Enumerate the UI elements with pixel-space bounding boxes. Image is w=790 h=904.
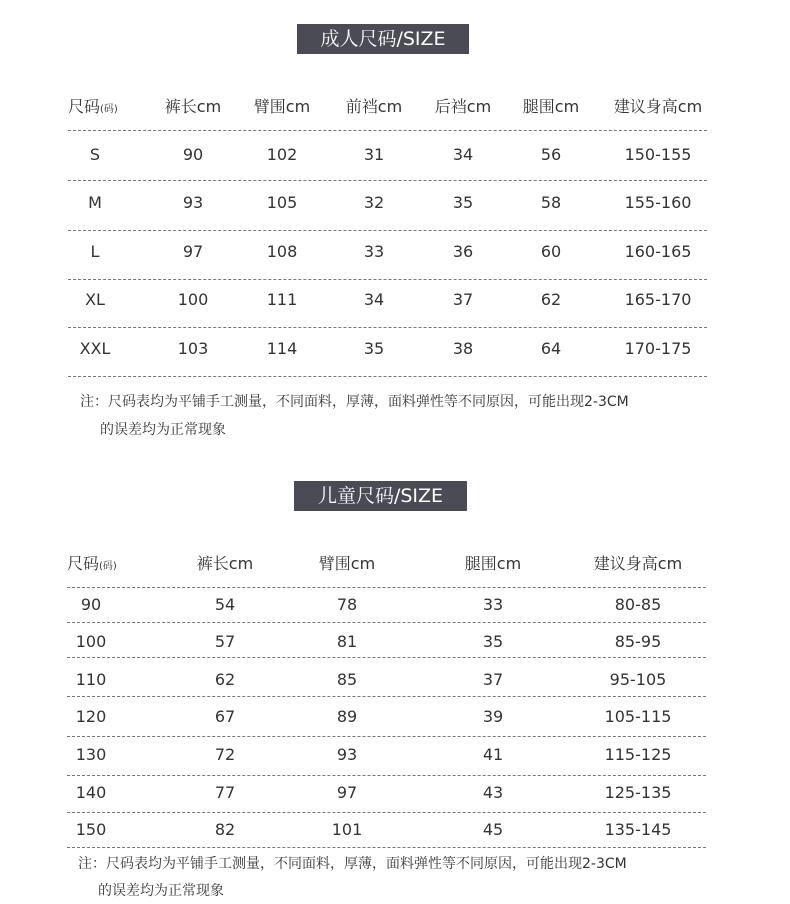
table-cell: 111	[266, 290, 298, 309]
table-cell: 95-105	[609, 670, 667, 689]
header-cell: 臂围cm	[318, 554, 376, 573]
header-cell: 尺码(码)	[68, 97, 118, 116]
header-cell: 腿围cm	[522, 97, 580, 116]
table-cell: 81	[336, 632, 358, 651]
table-cell: 97	[182, 242, 204, 261]
table-cell: 93	[336, 745, 358, 764]
table-cell: M	[88, 193, 102, 212]
adult-size-title: 成人尺码/SIZE	[297, 24, 469, 54]
table-cell: S	[89, 145, 101, 164]
table-cell: 110	[75, 670, 107, 689]
table-cell: XXL	[79, 339, 111, 358]
table-cell: 150	[75, 820, 107, 839]
table-cell: 77	[214, 783, 236, 802]
row-divider	[67, 775, 706, 776]
table-cell: 33	[482, 595, 504, 614]
header-cell: 建议身高cm	[613, 97, 703, 116]
header-cell: 尺码(码)	[67, 554, 117, 573]
adult-note-line2: 的误差均为正常现象	[100, 422, 226, 438]
row-divider	[68, 180, 707, 181]
row-divider	[67, 587, 706, 588]
table-cell: 35	[482, 632, 504, 651]
table-cell: 105	[266, 193, 298, 212]
table-cell: 160-165	[624, 242, 692, 261]
table-cell: 114	[266, 339, 298, 358]
row-divider	[67, 696, 706, 697]
table-cell: 62	[540, 290, 562, 309]
table-cell: 33	[363, 242, 385, 261]
table-cell: XL	[85, 290, 105, 309]
table-cell: 140	[75, 783, 107, 802]
table-cell: 37	[482, 670, 504, 689]
row-divider	[67, 736, 706, 737]
table-cell: 103	[177, 339, 209, 358]
row-divider	[68, 376, 707, 377]
header-cell: 裤长cm	[164, 97, 222, 116]
table-cell: 39	[482, 707, 504, 726]
table-cell: 165-170	[624, 290, 692, 309]
table-cell: 45	[482, 820, 504, 839]
table-cell: 78	[336, 595, 358, 614]
table-cell: 38	[452, 339, 474, 358]
table-cell: 85	[336, 670, 358, 689]
table-cell: 67	[214, 707, 236, 726]
kids-note-line1: 注：尺码表均为平铺手工测量，不同面料，厚薄，面料弹性等不同原因，可能出现2-3CM	[78, 856, 627, 872]
table-cell: 43	[482, 783, 504, 802]
row-divider	[68, 130, 707, 131]
table-cell: 64	[540, 339, 562, 358]
table-cell: 100	[75, 632, 107, 651]
table-cell: 97	[336, 783, 358, 802]
table-cell: 89	[336, 707, 358, 726]
table-cell: 72	[214, 745, 236, 764]
table-cell: 31	[363, 145, 385, 164]
header-cell: 腿围cm	[464, 554, 522, 573]
table-cell: 102	[266, 145, 298, 164]
table-cell: 35	[363, 339, 385, 358]
table-cell: 85-95	[614, 632, 662, 651]
table-cell: 36	[452, 242, 474, 261]
table-cell: 54	[214, 595, 236, 614]
adult-note-line1: 注：尺码表均为平铺手工测量，不同面料，厚薄，面料弹性等不同原因，可能出现2-3CM	[80, 394, 629, 410]
table-cell: 115-125	[604, 745, 672, 764]
kids-size-title: 儿童尺码/SIZE	[294, 481, 467, 511]
table-cell: 150-155	[624, 145, 692, 164]
table-cell: 80-85	[614, 595, 662, 614]
table-cell: 155-160	[624, 193, 692, 212]
row-divider	[67, 622, 706, 623]
header-cell: 臂围cm	[253, 97, 311, 116]
table-cell: 105-115	[604, 707, 672, 726]
table-cell: 100	[177, 290, 209, 309]
row-divider	[68, 279, 707, 280]
table-cell: 41	[482, 745, 504, 764]
row-divider	[68, 327, 707, 328]
kids-note-line2: 的误差均为正常现象	[98, 883, 224, 899]
row-divider	[67, 812, 706, 813]
header-cell: 后裆cm	[434, 97, 492, 116]
row-divider	[67, 657, 706, 658]
table-cell: 58	[540, 193, 562, 212]
table-cell: 125-135	[604, 783, 672, 802]
table-cell: 35	[452, 193, 474, 212]
table-cell: 82	[214, 820, 236, 839]
table-cell: 60	[540, 242, 562, 261]
header-cell: 裤长cm	[196, 554, 254, 573]
table-cell: 101	[331, 820, 363, 839]
header-cell: 前裆cm	[345, 97, 403, 116]
table-cell: 93	[182, 193, 204, 212]
table-cell: 130	[75, 745, 107, 764]
table-cell: 108	[266, 242, 298, 261]
table-cell: 170-175	[624, 339, 692, 358]
table-cell: 32	[363, 193, 385, 212]
header-size-unit: (码)	[100, 104, 118, 115]
table-cell: 90	[182, 145, 204, 164]
table-cell: 62	[214, 670, 236, 689]
header-cell: 建议身高cm	[593, 554, 683, 573]
table-cell: 34	[363, 290, 385, 309]
table-cell: 57	[214, 632, 236, 651]
table-cell: 34	[452, 145, 474, 164]
header-size-unit: (码)	[99, 561, 117, 572]
table-cell: 135-145	[604, 820, 672, 839]
row-divider	[68, 230, 707, 231]
table-cell: 56	[540, 145, 562, 164]
row-divider	[67, 847, 706, 848]
table-cell: L	[90, 242, 100, 261]
table-cell: 37	[452, 290, 474, 309]
table-cell: 90	[80, 595, 102, 614]
table-cell: 120	[75, 707, 107, 726]
